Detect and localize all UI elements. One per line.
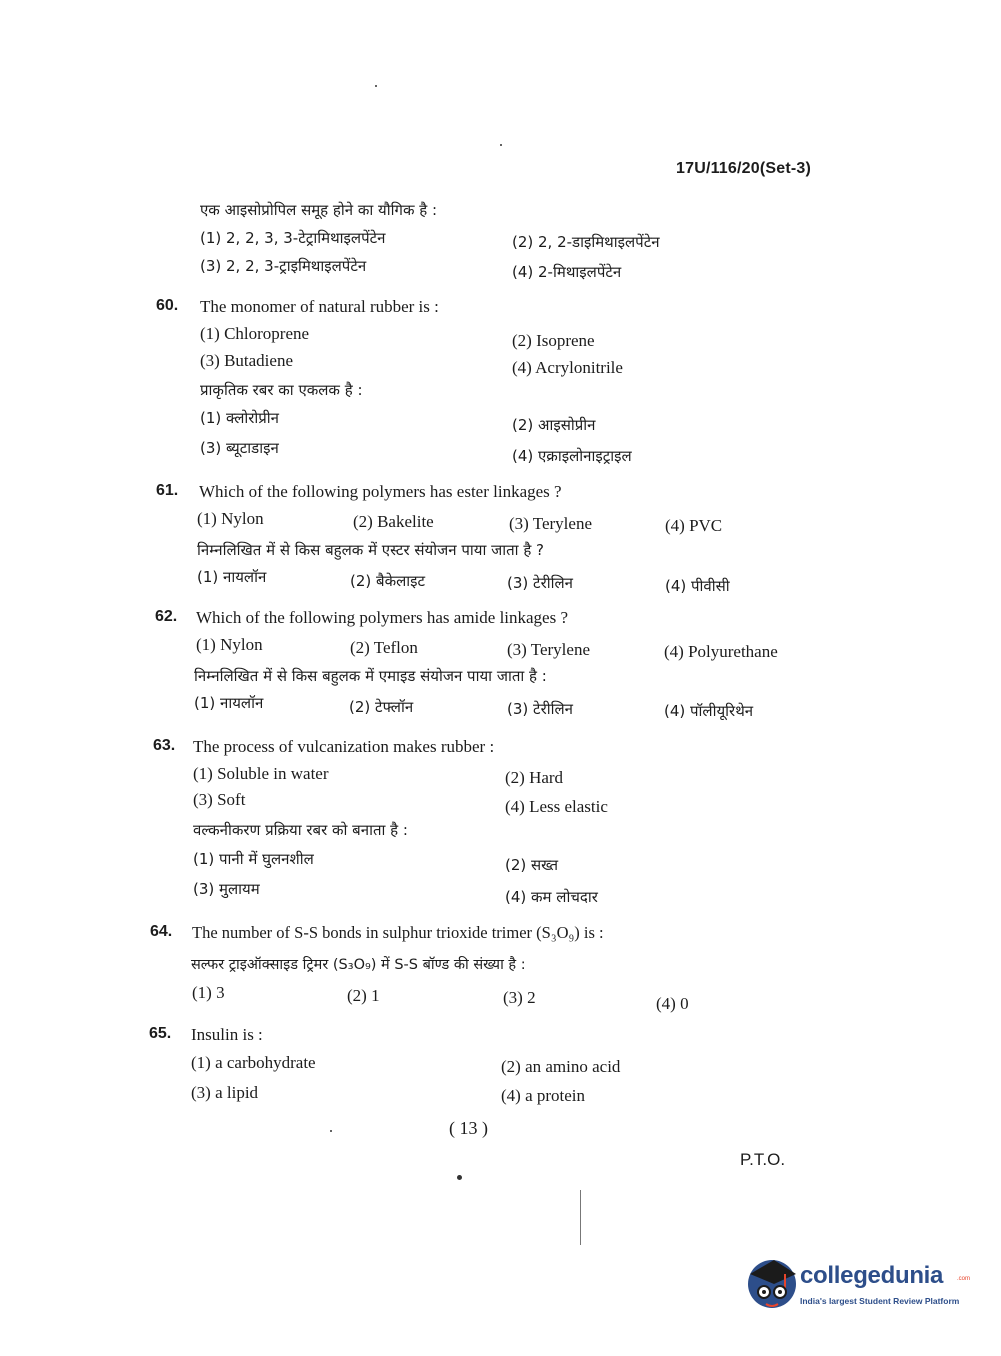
option: (3) Terylene <box>509 514 592 533</box>
question-stem: Which of the following polymers has ester linkages ? <box>199 482 562 501</box>
q59-option-4: (4) 2-मिथाइलपेंटेन <box>512 263 622 281</box>
pto-label: P.T.O. <box>740 1150 786 1169</box>
question-stem-hindi: निम्नलिखित में से किस बहुलक में एस्टर संयोजन पाया जाता है ? <box>197 541 545 559</box>
brand-tagline: India's largest Student Review Platform <box>800 1296 960 1306</box>
scan-line <box>580 1190 581 1245</box>
option: (2) 1 <box>347 986 380 1005</box>
option-hindi: (1) नायलॉन <box>194 694 264 712</box>
question-number: 61. <box>156 482 179 499</box>
q59-stem-hindi: एक आइसोप्रोपिल समूह होने का यौगिक है : <box>200 201 438 219</box>
option-hindi: (4) कम लोचदार <box>505 888 598 906</box>
option: (2) Bakelite <box>353 512 434 531</box>
option: (1) 3 <box>192 983 225 1002</box>
option: (3) Soft <box>193 790 246 809</box>
option: (2) an amino acid <box>501 1057 621 1076</box>
option-hindi: (4) एक्राइलोनाइट्राइल <box>512 447 632 465</box>
paper-code: 17U/116/20(Set-3) <box>676 160 812 177</box>
option-hindi: (3) मुलायम <box>193 880 260 898</box>
brand-suffix: .com <box>957 1276 971 1282</box>
option: (4) PVC <box>665 516 723 535</box>
option-hindi: (3) ब्यूटाडाइन <box>200 439 279 457</box>
option: (3) Terylene <box>507 640 590 659</box>
question-stem: The monomer of natural rubber is : <box>200 297 439 316</box>
q59-option-3: (3) 2, 2, 3-ट्राइमिथाइलपेंटेन <box>200 257 367 275</box>
option-hindi: (4) पीवीसी <box>665 577 730 595</box>
option-hindi: (3) टेरीलिन <box>507 574 573 592</box>
option: (1) Chloroprene <box>200 324 310 343</box>
brand-name: collegedunia <box>800 1262 944 1289</box>
option: (4) 0 <box>656 994 689 1013</box>
option-hindi: (4) पॉलीयूरिथेन <box>664 702 754 720</box>
option-hindi: (1) क्लोरोप्रीन <box>200 409 280 427</box>
q59-option-1: (1) 2, 2, 3, 3-टेट्रामिथाइलपेंटेन <box>200 229 386 247</box>
option: (3) 2 <box>503 988 536 1007</box>
question-stem: The process of vulcanization makes rubber : <box>193 737 495 756</box>
option-hindi: (1) नायलॉन <box>197 568 267 586</box>
option: (4) a protein <box>501 1086 586 1105</box>
question-number: 62. <box>155 608 178 625</box>
question-number: 64. <box>150 923 173 940</box>
question-stem-hindi: निम्नलिखित में से किस बहुलक में एमाइड संयोजन पाया जाता है : <box>194 667 547 685</box>
question-number: 65. <box>149 1025 172 1042</box>
option-hindi: (3) टेरीलिन <box>507 700 573 718</box>
option: (1) Nylon <box>196 635 263 654</box>
scan-speck <box>457 1175 462 1180</box>
option: (2) Hard <box>505 768 564 787</box>
scan-speck <box>500 144 502 146</box>
option-hindi: (2) टेफ्लॉन <box>349 698 414 716</box>
option: (1) Nylon <box>197 509 264 528</box>
question-stem: Insulin is : <box>191 1025 263 1044</box>
question-stem: The number of S-S bonds in sulphur trioxide trimer (S₃O₉) is : <box>192 923 604 942</box>
question-number: 60. <box>156 297 179 314</box>
option: (4) Acrylonitrile <box>512 358 623 377</box>
question-number: 63. <box>153 737 176 754</box>
question-stem-hindi: प्राकृतिक रबर का एकलक है : <box>200 381 363 399</box>
mascot-icon <box>748 1260 796 1308</box>
q59-option-2: (2) 2, 2-डाइमिथाइलपेंटेन <box>512 233 660 251</box>
option-hindi: (2) बैकेलाइट <box>350 572 426 590</box>
question-stem-hindi: वल्कनीकरण प्रक्रिया रबर को बनाता है : <box>193 821 408 839</box>
option-hindi: (2) सख्त <box>505 856 559 874</box>
question-stem: Which of the following polymers has amide linkages ? <box>196 608 569 627</box>
scan-speck <box>330 1130 332 1132</box>
option: (2) Isoprene <box>512 331 595 350</box>
option: (4) Polyurethane <box>664 642 778 661</box>
option: (1) a carbohydrate <box>191 1053 316 1072</box>
option-hindi: (1) पानी में घुलनशील <box>193 850 314 868</box>
option: (3) Butadiene <box>200 351 293 370</box>
scan-speck <box>375 85 377 87</box>
option: (1) Soluble in water <box>193 764 329 783</box>
option: (3) a lipid <box>191 1083 259 1102</box>
question-stem-hindi: सल्फर ट्राइऑक्साइड ट्रिमर (S₃O₉) में S-S बॉण्ड की संख्या है : <box>191 957 526 973</box>
page-number: ( 13 ) <box>449 1118 488 1138</box>
option: (2) Teflon <box>350 638 418 657</box>
option-hindi: (2) आइसोप्रीन <box>512 416 596 434</box>
option: (4) Less elastic <box>505 797 608 816</box>
